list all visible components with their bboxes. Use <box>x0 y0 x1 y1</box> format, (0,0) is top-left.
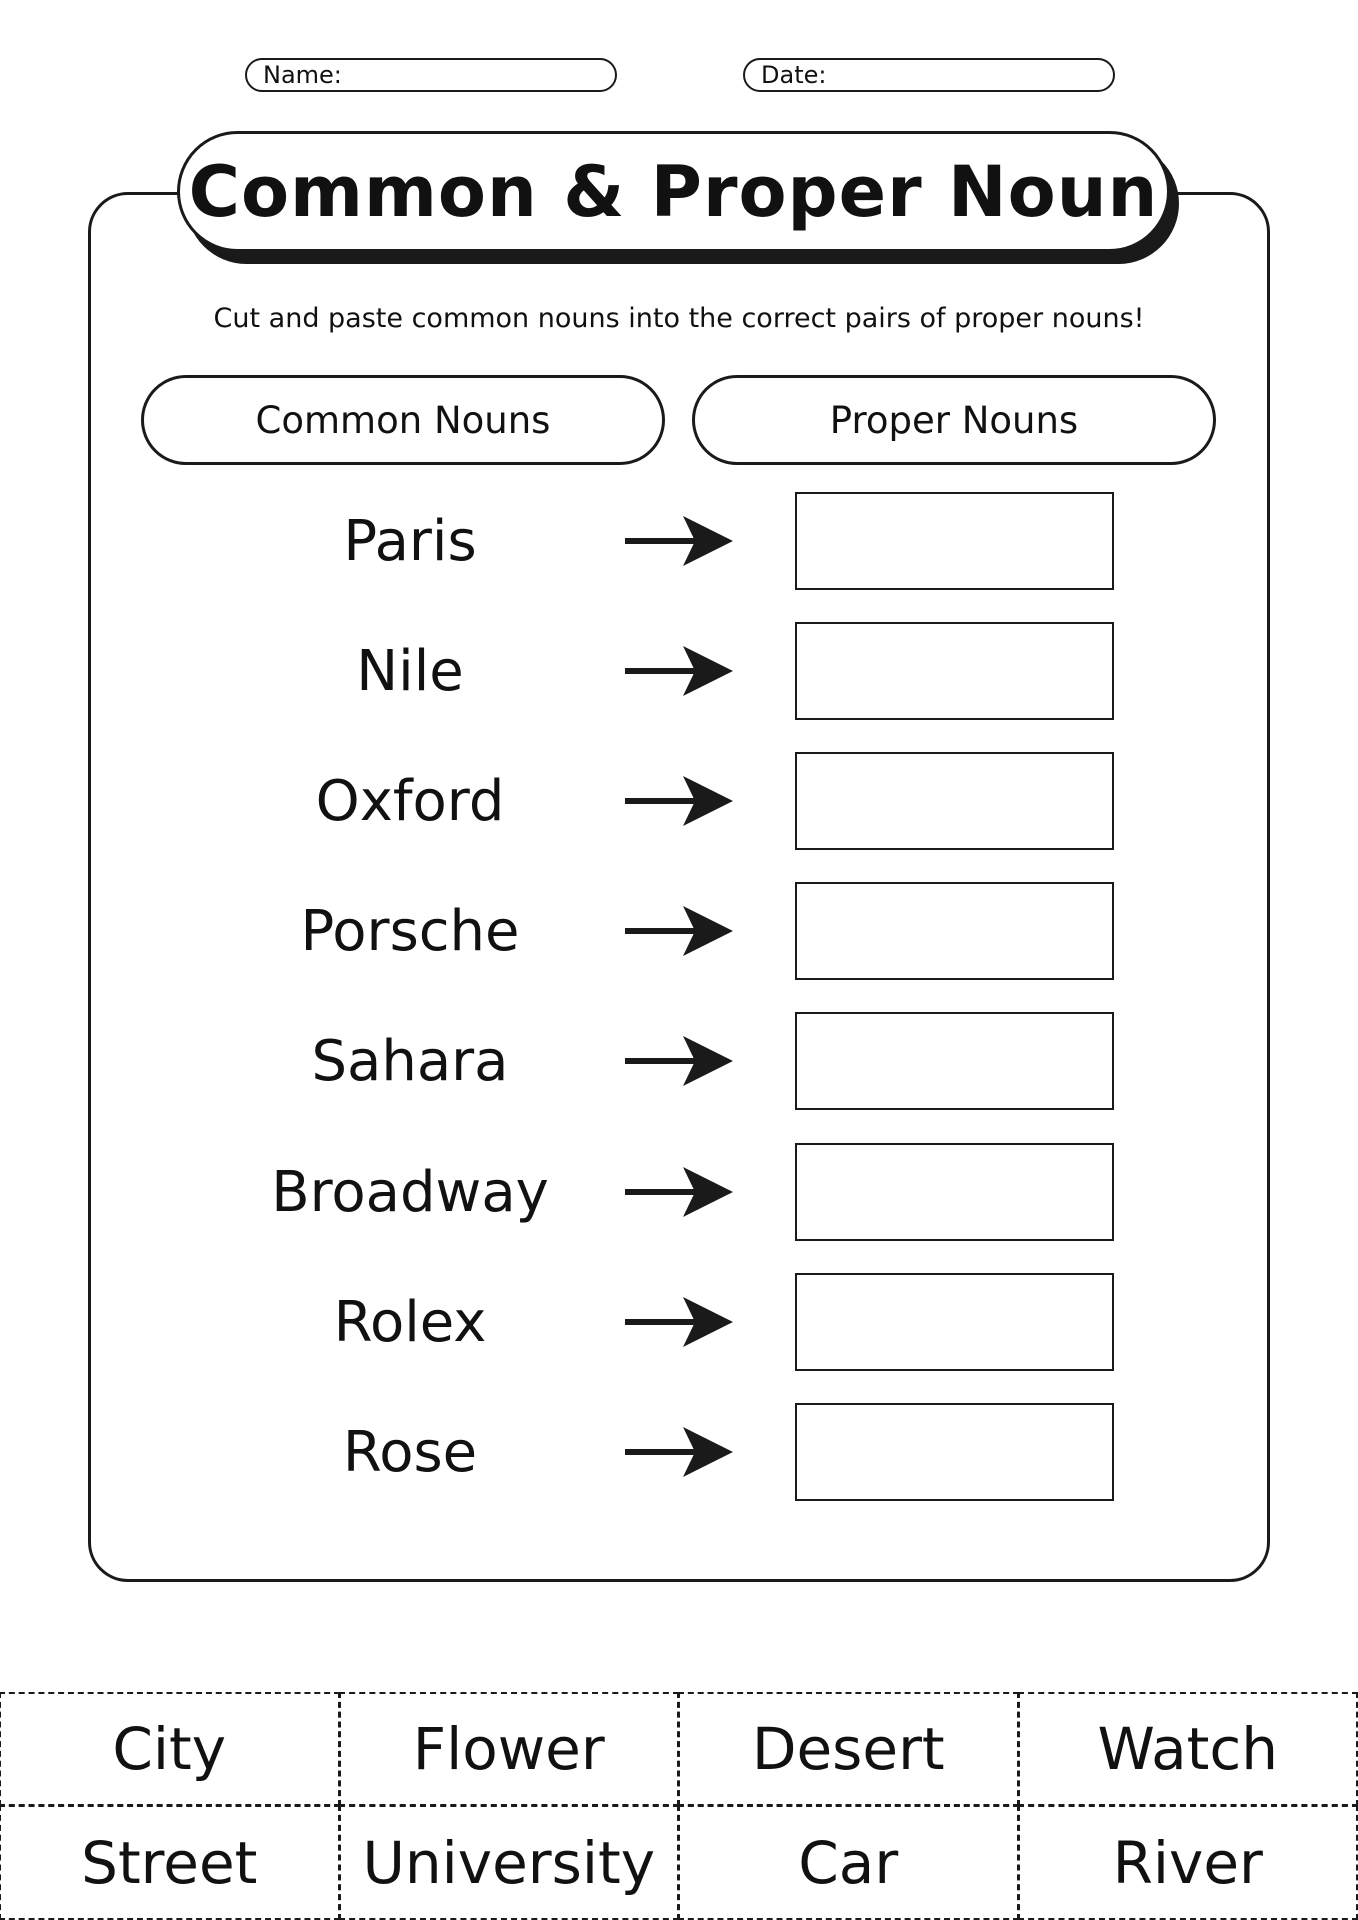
pair-row <box>0 1403 1358 1501</box>
title-banner <box>177 131 1170 252</box>
right-arrow-icon <box>623 774 735 828</box>
cutout-card[interactable]: City <box>0 1692 340 1806</box>
proper-noun-word: Broadway <box>271 1159 549 1225</box>
answer-box[interactable] <box>795 622 1114 720</box>
common-nouns-label: Common Nouns <box>255 398 551 442</box>
pair-row <box>0 1012 1358 1110</box>
proper-noun-word: Paris <box>343 508 477 574</box>
proper-noun-word: Sahara <box>311 1028 509 1094</box>
pair-row <box>0 882 1358 980</box>
answer-box[interactable] <box>795 882 1114 980</box>
pair-row <box>0 1273 1358 1371</box>
pair-row <box>0 622 1358 720</box>
cutout-card[interactable]: Watch <box>1018 1692 1358 1806</box>
right-arrow-icon <box>623 904 735 958</box>
date-field[interactable] <box>743 58 1115 92</box>
proper-noun-word: Nile <box>356 638 464 704</box>
pair-row <box>0 1143 1358 1241</box>
cutout-card[interactable]: Car <box>678 1805 1019 1920</box>
cutout-card[interactable]: Desert <box>678 1692 1019 1806</box>
right-arrow-icon <box>623 1425 735 1479</box>
proper-noun-word: Oxford <box>315 768 505 834</box>
answer-box[interactable] <box>795 1403 1114 1501</box>
answer-box[interactable] <box>795 752 1114 850</box>
proper-nouns-header <box>692 375 1216 465</box>
cutout-card[interactable]: University <box>339 1805 680 1920</box>
answer-box[interactable] <box>795 1012 1114 1110</box>
pair-row <box>0 752 1358 850</box>
cutout-card[interactable]: Street <box>0 1805 340 1920</box>
right-arrow-icon <box>623 644 735 698</box>
instructions-text: Cut and paste common nouns into the correct pairs of proper nouns! <box>213 303 1145 334</box>
right-arrow-icon <box>623 1034 735 1088</box>
proper-noun-word: Rose <box>342 1419 478 1485</box>
date-label: Date: <box>761 61 827 89</box>
cutout-card[interactable]: River <box>1018 1805 1358 1920</box>
name-label: Name: <box>263 61 342 89</box>
right-arrow-icon <box>623 514 735 568</box>
page-title: Common & Proper Noun <box>188 150 1159 233</box>
cutout-grid <box>0 1693 1358 1920</box>
proper-noun-word: Porsche <box>300 898 520 964</box>
answer-box[interactable] <box>795 1273 1114 1371</box>
common-nouns-header <box>141 375 665 465</box>
right-arrow-icon <box>623 1295 735 1349</box>
name-field[interactable] <box>245 58 617 92</box>
right-arrow-icon <box>623 1165 735 1219</box>
proper-noun-word: Rolex <box>333 1289 487 1355</box>
cutout-card[interactable]: Flower <box>339 1692 680 1806</box>
pair-row <box>0 492 1358 590</box>
answer-box[interactable] <box>795 492 1114 590</box>
proper-nouns-label: Proper Nouns <box>829 398 1079 442</box>
answer-box[interactable] <box>795 1143 1114 1241</box>
